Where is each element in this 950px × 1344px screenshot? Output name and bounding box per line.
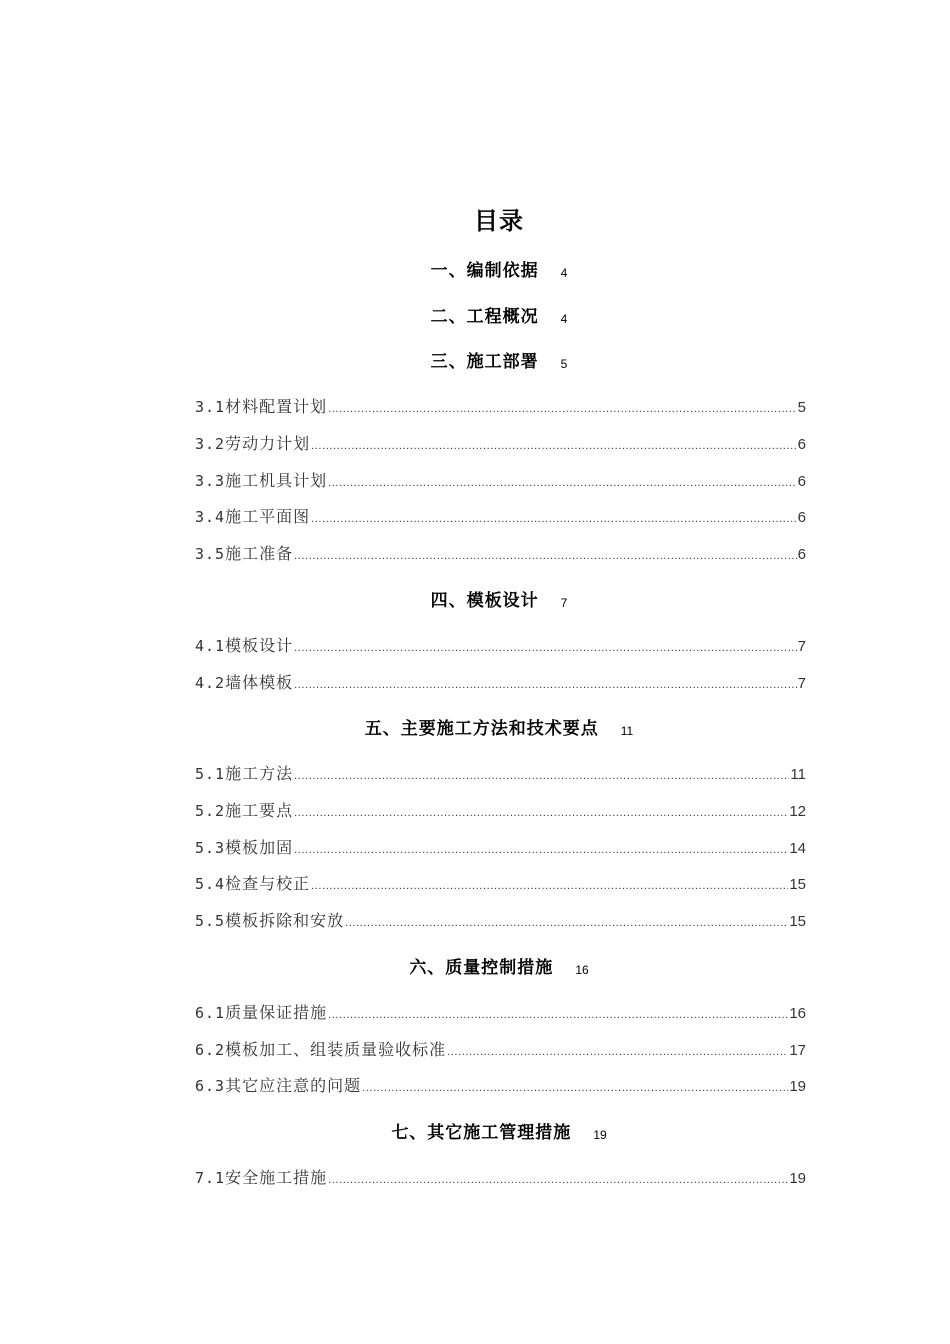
toc-entry-label	[195, 634, 293, 658]
toc-entry-text: 施工准备	[225, 544, 294, 563]
toc-entry-number: 5.2	[195, 802, 226, 820]
toc-entry[interactable]	[195, 634, 806, 658]
dot-leader	[345, 911, 788, 935]
toc-entry-text: 材料配置计划	[225, 397, 328, 416]
toc-entry-number: 3.1	[195, 398, 226, 416]
toc-entry-text: 施工要点	[225, 801, 294, 820]
toc-entry[interactable]	[195, 671, 806, 695]
toc-entry-number: 4.2	[195, 674, 226, 692]
toc-entry-number: 4.1	[195, 637, 226, 655]
toc-heading-page: 16	[575, 963, 589, 977]
toc-entry-number: 5.5	[195, 912, 226, 930]
toc-entry-label	[195, 836, 293, 860]
toc-heading-page: 5	[560, 357, 568, 371]
toc-heading-text: 六、质量控制措施	[409, 958, 554, 978]
toc-entry-text: 墙体模板	[225, 673, 294, 692]
toc-entry[interactable]	[195, 505, 806, 529]
toc-entry-page: 16	[789, 1005, 806, 1022]
toc-entry[interactable]	[195, 836, 806, 860]
toc-entry[interactable]	[195, 1166, 806, 1190]
toc-entry[interactable]	[195, 872, 806, 896]
dot-leader	[328, 471, 797, 495]
toc-entry-text: 施工方法	[225, 764, 294, 783]
toc-entry[interactable]	[195, 395, 806, 419]
toc-entry-label	[195, 1166, 327, 1190]
dot-leader	[328, 1003, 788, 1027]
toc-heading-page: 11	[620, 724, 634, 738]
dot-leader	[311, 874, 788, 898]
toc-heading-text: 四、模板设计	[430, 591, 539, 611]
toc-entry-label	[195, 505, 310, 529]
dot-leader	[328, 1168, 788, 1192]
toc-heading-page: 4	[560, 312, 568, 326]
toc-entry-page: 14	[789, 840, 806, 857]
toc-entry-page: 7	[797, 638, 806, 655]
toc-entry-page: 19	[789, 1078, 806, 1095]
toc-heading-page: 7	[560, 596, 568, 610]
toc-entry[interactable]	[195, 1074, 806, 1098]
toc-entry-label	[195, 432, 310, 456]
dot-leader	[294, 838, 788, 862]
toc-entry[interactable]	[195, 762, 806, 786]
toc-entry-text: 模板加工、组装质量验收标准	[225, 1040, 447, 1059]
dot-leader	[328, 397, 797, 421]
toc-entry-text: 模板设计	[225, 636, 294, 655]
toc-entry[interactable]	[195, 469, 806, 493]
toc-entry-page: 6	[797, 546, 806, 563]
toc-entry-label	[195, 1038, 446, 1062]
toc-entry[interactable]	[195, 542, 806, 566]
toc-entry-page: 19	[789, 1170, 806, 1187]
toc-entry-number: 3.3	[195, 472, 226, 490]
toc-entry-text: 其它应注意的问题	[225, 1076, 362, 1095]
toc-entry-label	[195, 1074, 361, 1098]
toc-heading[interactable]	[0, 304, 950, 330]
toc-entry-label	[195, 469, 327, 493]
toc-entry-text: 模板拆除和安放	[225, 911, 345, 930]
toc-heading-page: 19	[593, 1128, 607, 1142]
dot-leader	[294, 673, 797, 697]
toc-entry-label	[195, 762, 293, 786]
toc-entry-page: 6	[797, 436, 806, 453]
toc-entry-label	[195, 395, 327, 419]
toc-entry-label	[195, 909, 344, 933]
toc-entry-number: 6.1	[195, 1004, 226, 1022]
toc-entry-text: 质量保证措施	[225, 1003, 328, 1022]
toc-entry-text: 施工机具计划	[225, 471, 328, 490]
toc-entry-label	[195, 671, 293, 695]
toc-entry-text: 安全施工措施	[225, 1168, 328, 1187]
dot-leader	[294, 636, 797, 660]
dot-leader	[294, 764, 789, 788]
toc-entry-page: 17	[789, 1042, 806, 1059]
toc-entry-number: 5.3	[195, 839, 226, 857]
toc-heading-text: 三、施工部署	[430, 352, 539, 372]
toc-entry[interactable]	[195, 909, 806, 933]
toc-heading-text: 二、工程概况	[430, 307, 539, 327]
toc-entry-number: 3.4	[195, 508, 226, 526]
toc-entry-label	[195, 1001, 327, 1025]
toc-heading-text: 一、编制依据	[430, 261, 539, 281]
toc-entry-page: 5	[797, 399, 806, 416]
toc-entry-number: 5.1	[195, 765, 226, 783]
dot-leader	[447, 1040, 788, 1064]
toc-heading[interactable]	[0, 716, 950, 742]
toc-heading-page: 4	[560, 266, 568, 280]
toc-entry-page: 12	[789, 803, 806, 820]
toc-entry-number: 3.2	[195, 435, 226, 453]
toc-entry-label	[195, 872, 310, 896]
toc-entry-label	[195, 799, 293, 823]
toc-entry[interactable]	[195, 1001, 806, 1025]
dot-leader	[311, 434, 797, 458]
toc-heading-text: 五、主要施工方法和技术要点	[364, 719, 599, 739]
toc-entry[interactable]	[195, 1038, 806, 1062]
toc-entry-page: 6	[797, 473, 806, 490]
toc-entry[interactable]	[195, 799, 806, 823]
dot-leader	[294, 544, 797, 568]
toc-entry-page: 15	[789, 913, 806, 930]
dot-leader	[362, 1076, 788, 1100]
toc-entry-page: 11	[790, 766, 806, 783]
toc-heading-text: 七、其它施工管理措施	[391, 1123, 572, 1143]
toc-entry[interactable]	[195, 432, 806, 456]
toc-heading[interactable]	[0, 258, 950, 284]
toc-entry-number: 3.5	[195, 545, 226, 563]
toc-entry-text: 模板加固	[225, 838, 294, 857]
dot-leader	[311, 507, 797, 531]
toc-entry-number: 7.1	[195, 1169, 226, 1187]
toc-entry-text: 劳动力计划	[225, 434, 311, 453]
toc-entry-page: 6	[797, 509, 806, 526]
toc-entry-text: 施工平面图	[225, 507, 311, 526]
toc-entry-label	[195, 542, 293, 566]
toc-entry-number: 6.2	[195, 1041, 226, 1059]
toc-heading[interactable]	[0, 349, 950, 375]
toc-entry-number: 6.3	[195, 1077, 226, 1095]
toc-entry-number: 5.4	[195, 875, 226, 893]
toc-heading[interactable]	[0, 955, 950, 981]
dot-leader	[294, 801, 788, 825]
toc-entry-page: 7	[797, 675, 806, 692]
toc-title: 目录	[474, 207, 524, 235]
toc-entry-page: 15	[789, 876, 806, 893]
toc-entry-text: 检查与校正	[225, 874, 311, 893]
toc-heading[interactable]	[0, 588, 950, 614]
toc-heading[interactable]	[0, 1120, 950, 1146]
